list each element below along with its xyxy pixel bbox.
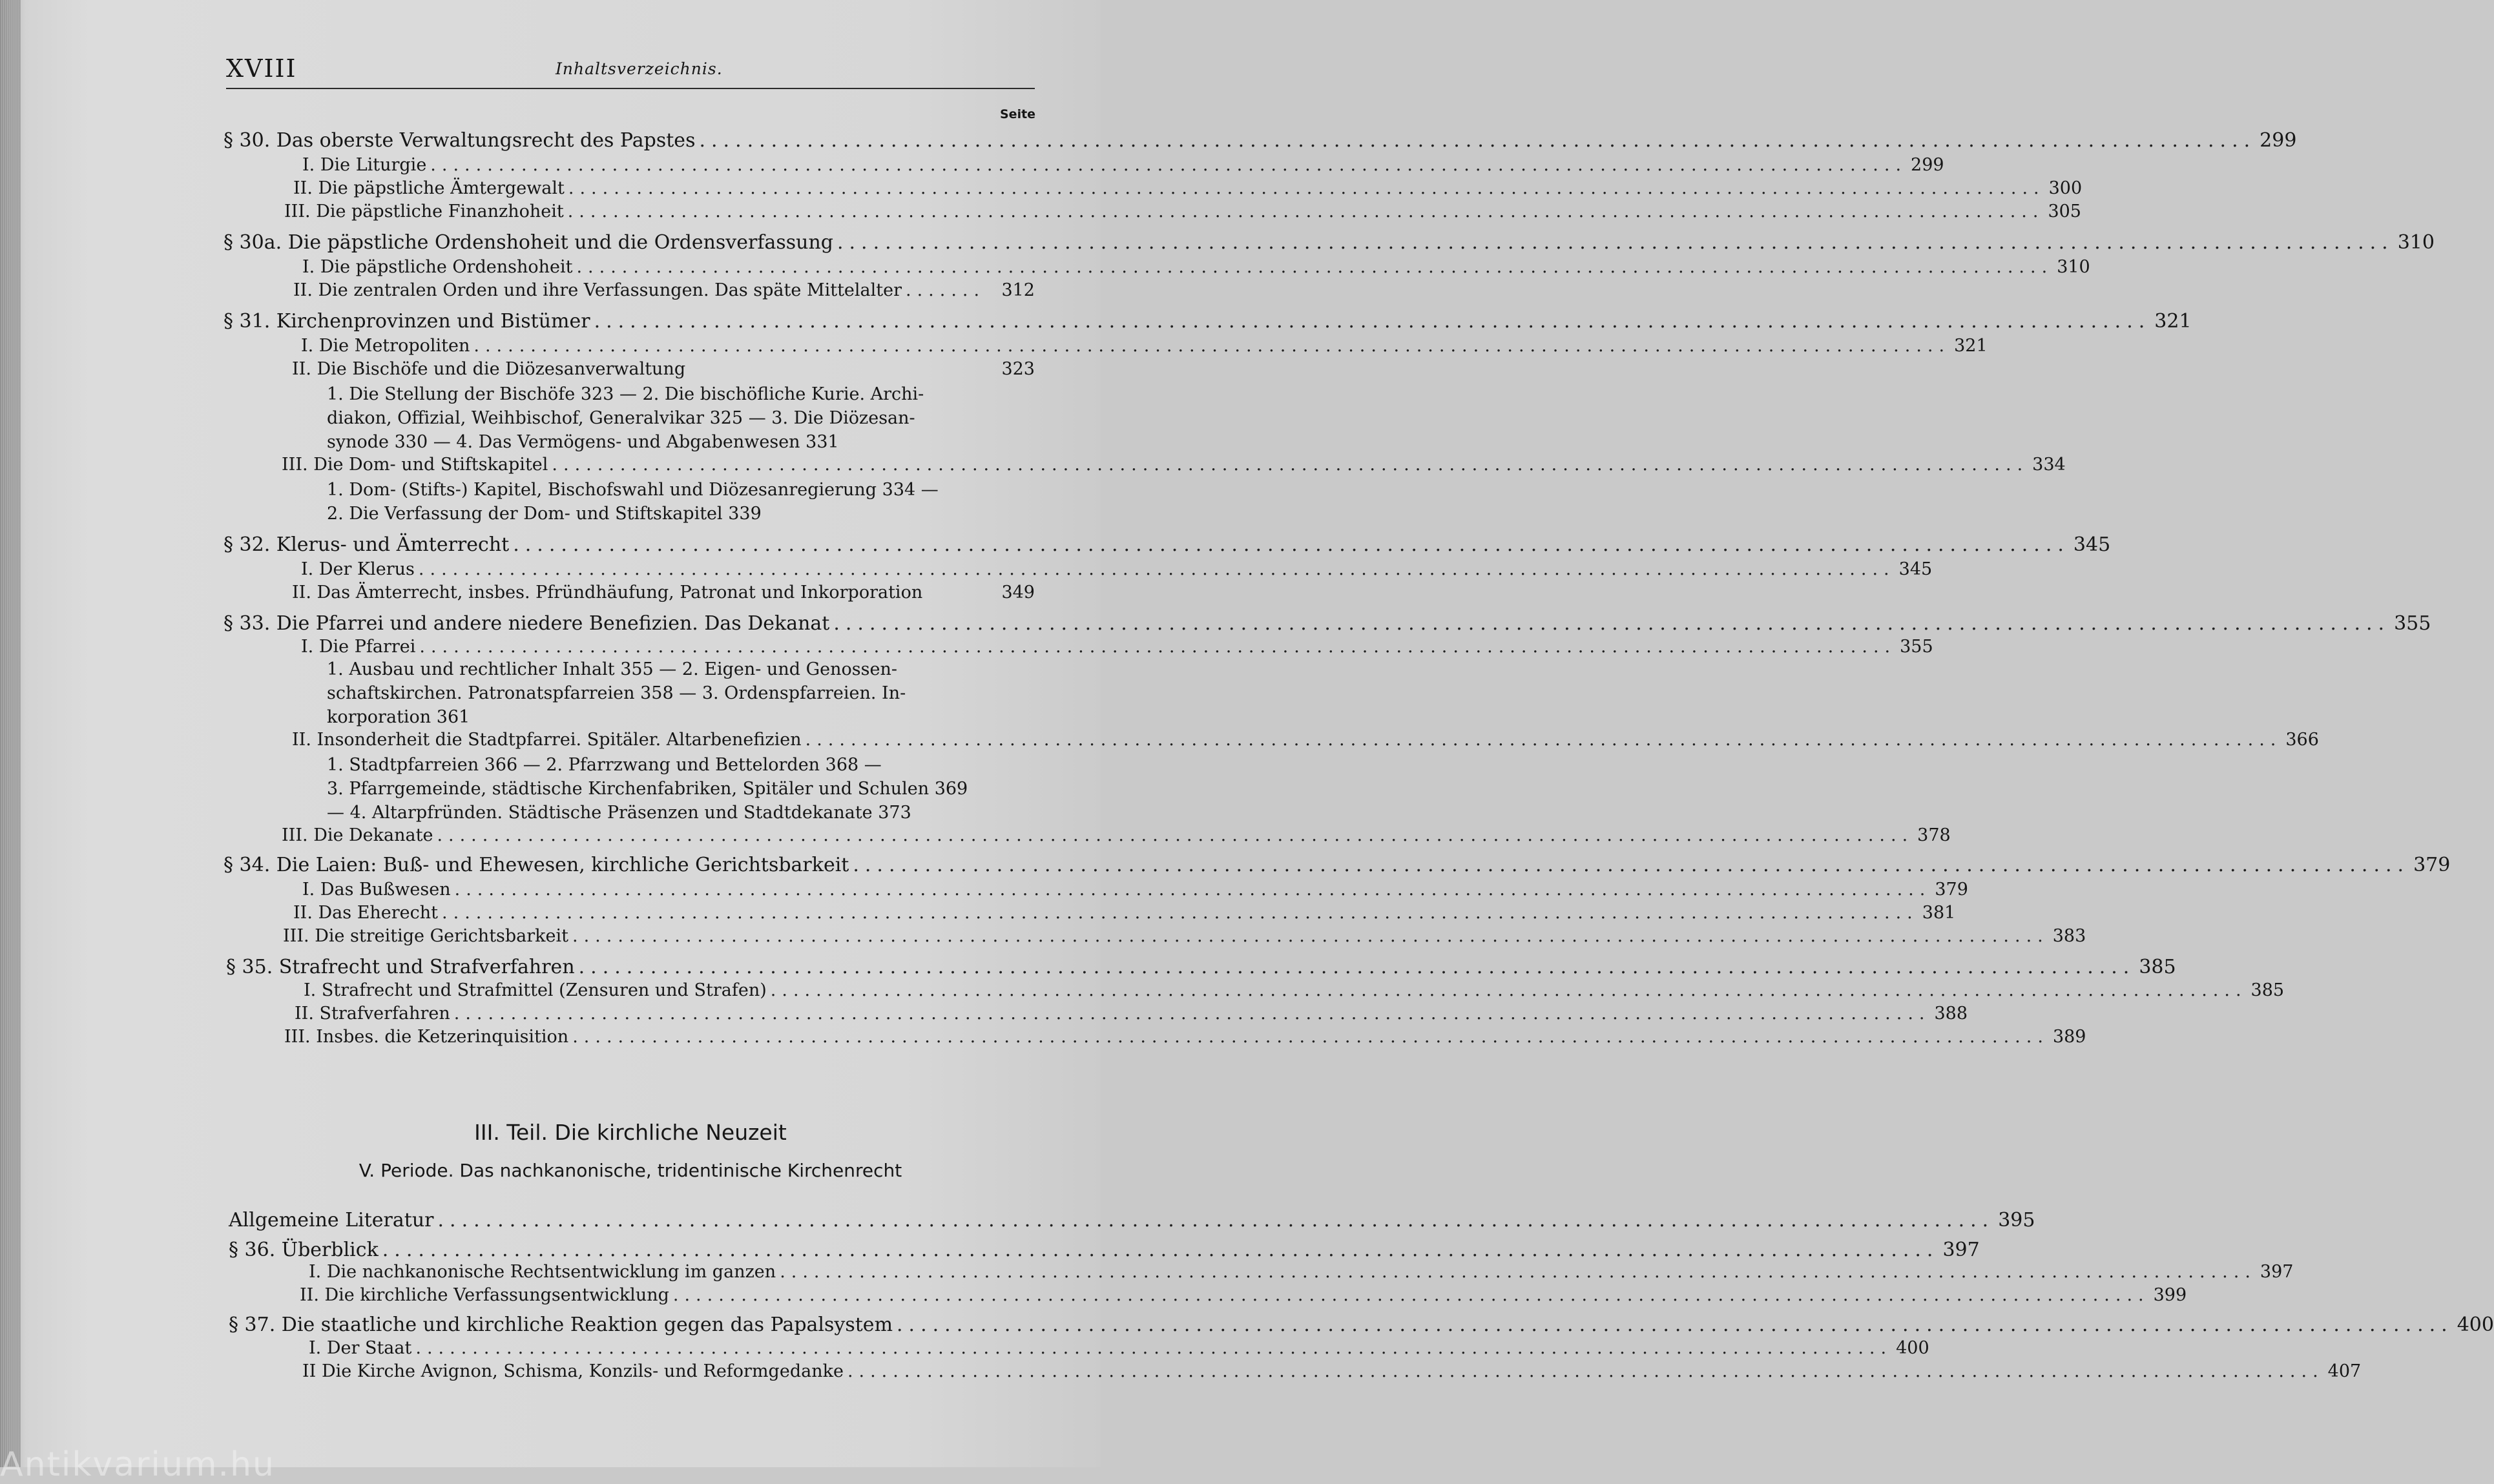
- item-title: Die Bischöfe und die Diözesanverwaltung: [317, 359, 686, 379]
- item-number: I.: [301, 559, 314, 579]
- leader-dots: ..................................................................................................................................: [572, 1027, 2049, 1047]
- item-number: II.: [293, 178, 313, 198]
- section-number: § 31.: [223, 310, 271, 333]
- page-ref: 321: [1954, 336, 1988, 356]
- page-ref: 349: [1001, 582, 1035, 603]
- leader-dots: ..................................................................................................................................: [853, 854, 2410, 876]
- section-title: Die staatliche und kirchliche Reaktion gegen das Papalsystem: [281, 1314, 893, 1336]
- page-ref: 399: [2153, 1285, 2187, 1305]
- page-ref: 310: [2397, 231, 2435, 254]
- toc-item[interactable]: [292, 730, 2319, 753]
- item-title: Der Staat: [326, 1338, 412, 1358]
- page-ref: 400: [1896, 1338, 1929, 1358]
- item-number: III.: [282, 455, 308, 475]
- section-title: Die Pfarrei und andere niedere Benefizien. Das Dekanat: [276, 612, 830, 635]
- toc-section-35[interactable]: [226, 956, 2176, 979]
- leader-dots: ..................................................................................................................................: [415, 1338, 1893, 1358]
- detail-line: synode 330 — 4. Das Vermögens- und Abgabenwesen 331: [327, 432, 839, 452]
- section-title: Allgemeine Literatur: [229, 1209, 434, 1232]
- section-title: Klerus- und Ämterrecht: [276, 533, 510, 556]
- toc-item[interactable]: [283, 926, 2086, 949]
- detail-line: 3. Pfarrgemeinde, städtische Kirchenfabriken, Spitäler und Schulen 369: [327, 779, 968, 799]
- toc-item[interactable]: [301, 336, 1988, 359]
- toc-item[interactable]: [292, 359, 1035, 382]
- toc-section-34[interactable]: [223, 854, 2451, 877]
- item-title: Insonderheit die Stadtpfarrei. Spitäler. Altarbenefizien: [317, 730, 802, 750]
- toc-detail: [327, 382, 996, 454]
- leader-dots: ..................................................................................................................................: [847, 1361, 2324, 1381]
- toc-section-30[interactable]: [223, 129, 2297, 152]
- section-title: Kirchenprovinzen und Bistümer: [276, 310, 590, 333]
- detail-line: 1. Stadtpfarreien 366 — 2. Pfarrzwang und Bettelorden 368 —: [327, 755, 882, 775]
- page-ref: 299: [1911, 155, 1944, 175]
- page-ref: 397: [1942, 1239, 1980, 1261]
- item-number: I.: [309, 1262, 322, 1282]
- section-number: § 36.: [229, 1239, 276, 1261]
- section-number: § 35.: [226, 956, 273, 978]
- page-edges: [0, 0, 21, 1467]
- seite-column-label: Seite: [1000, 107, 1036, 121]
- page-ref: 299: [2260, 129, 2297, 152]
- section-title: Das oberste Verwaltungsrecht des Papstes: [276, 129, 696, 152]
- detail-line: 1. Ausbau und rechtlicher Inhalt 355 — 2. Eigen- und Genossen-: [327, 659, 897, 679]
- page-ref: 366: [2285, 730, 2319, 750]
- leader-dots: ..................................................................................................................................: [568, 178, 2045, 198]
- part-heading: III. Teil. Die kirchliche Neuzeit: [474, 1120, 787, 1145]
- item-title: Die Dom- und Stiftskapitel: [313, 455, 548, 475]
- section-number: § 33.: [223, 612, 271, 635]
- detail-line: korporation 361: [327, 707, 470, 727]
- leader-dots: ..................................................................................................................................: [837, 231, 2394, 254]
- toc-detail: [327, 657, 1001, 729]
- page-ref: 397: [2260, 1262, 2294, 1282]
- leader-dots: ..................................................................................................................................: [576, 257, 2053, 277]
- page-ref: 310: [2057, 257, 2090, 277]
- item-number: I.: [301, 336, 314, 356]
- detail-line: diakon, Offizial, Weihbischof, Generalvikar 325 — 3. Die Diözesan-: [327, 408, 915, 428]
- toc-item[interactable]: [309, 1262, 2294, 1285]
- leader-dots: ..................................................................................................................................: [419, 637, 1896, 657]
- item-number: I.: [302, 155, 315, 175]
- toc-item[interactable]: [293, 178, 2083, 201]
- page-ref: 381: [1922, 903, 1956, 923]
- toc-detail: [327, 753, 1008, 825]
- section-number: § 30.: [223, 129, 271, 152]
- leader-dots: ..................................................................................................................................: [552, 455, 2029, 475]
- item-number: II: [302, 1361, 317, 1381]
- leader-dots: ..................................................................................................................................: [454, 880, 1931, 900]
- page-ref: 355: [2394, 612, 2431, 635]
- section-title: Strafrecht und Strafverfahren: [278, 956, 575, 978]
- leader-dots: ..................................................................................................................................: [442, 903, 1918, 923]
- leader-dots: ..................................................................................................................................: [513, 533, 2070, 556]
- toc-detail: [327, 478, 1005, 526]
- toc-item[interactable]: [293, 280, 1035, 304]
- toc-section-37[interactable]: [229, 1314, 2494, 1337]
- leader-dots: ..................................................................................................................................: [437, 825, 1914, 845]
- leader-dots: ..................................................................................................................................: [578, 956, 2135, 978]
- page-ref: 300: [2048, 178, 2083, 198]
- toc-item[interactable]: [292, 582, 1035, 606]
- leader-dots: ..................................................................................................................................: [770, 980, 2247, 1000]
- item-title: Die kirchliche Verfassungsentwicklung: [324, 1285, 669, 1305]
- leader-dots: ..................................................................................................................................: [594, 310, 2151, 333]
- item-number: II.: [292, 359, 311, 379]
- item-number: II.: [293, 280, 313, 300]
- toc-item[interactable]: [301, 559, 1933, 582]
- page-ref: 379: [1935, 880, 1968, 900]
- page-ref: 334: [2032, 455, 2066, 475]
- item-number: III.: [284, 1027, 311, 1047]
- item-number: II.: [293, 903, 313, 923]
- page-ref: 323: [1001, 359, 1035, 379]
- toc-item[interactable]: [282, 825, 1951, 849]
- item-number: III.: [283, 926, 309, 946]
- item-title: Die Metropoliten: [318, 336, 470, 356]
- toc-item[interactable]: [302, 257, 2090, 280]
- leader-dots: .......: [906, 280, 986, 300]
- toc-section-31[interactable]: [223, 310, 2192, 333]
- toc-item[interactable]: [304, 980, 2285, 1004]
- page-ref: 312: [1001, 280, 1035, 300]
- leader-dots: ..................................................................................................................................: [437, 1209, 1995, 1232]
- item-title: Die zentralen Orden und ihre Verfassungen. Das späte Mittelalter: [318, 280, 902, 300]
- page-ref: 385: [2250, 980, 2285, 1000]
- leader-dots: ..................................................................................................................................: [699, 129, 2256, 152]
- section-title: Die päpstliche Ordenshoheit und die Ordensverfassung: [287, 231, 833, 254]
- toc-item[interactable]: [284, 201, 2081, 225]
- leader-dots: ..................................................................................................................................: [897, 1314, 2453, 1336]
- leader-dots: ..................................................................................................................................: [572, 926, 2049, 946]
- leader-dots: ..................................................................................................................................: [430, 155, 1907, 175]
- toc-section-32[interactable]: [223, 533, 2111, 557]
- toc-item[interactable]: [302, 1361, 2362, 1385]
- item-title: Die nachkanonische Rechtsentwicklung im ganzen: [326, 1262, 776, 1282]
- page-header: [226, 54, 1035, 89]
- item-number: II.: [292, 730, 311, 750]
- item-title: Die Dekanate: [313, 825, 433, 845]
- item-title: Die Liturgie: [320, 155, 427, 175]
- section-number: § 30a.: [223, 231, 282, 254]
- page-ref: 389: [2052, 1027, 2086, 1047]
- item-title: Die päpstliche Finanzhoheit: [316, 201, 564, 222]
- section-title: Die Laien: Buß- und Ehewesen, kirchliche Gerichtsbarkeit: [276, 854, 849, 876]
- page-ref: 305: [2048, 201, 2081, 222]
- toc-general-literature[interactable]: [229, 1209, 2035, 1232]
- page-ref: 345: [2073, 533, 2111, 556]
- item-number: III.: [282, 825, 308, 845]
- toc-item[interactable]: [300, 1285, 2187, 1308]
- item-number: I.: [302, 257, 315, 277]
- leader-dots: ..................................................................................................................................: [805, 730, 2282, 750]
- item-title: Strafverfahren: [319, 1004, 450, 1024]
- toc-item[interactable]: [309, 1338, 1929, 1361]
- detail-line: schaftskirchen. Patronatspfarreien 358 — 3. Ordenspfarreien. In-: [327, 683, 906, 703]
- item-title: Die Kirche Avignon, Schisma, Konzils- und Reformgedanke: [321, 1361, 844, 1381]
- toc-item[interactable]: [293, 903, 1956, 926]
- page-ref: 400: [2457, 1314, 2494, 1336]
- toc-item[interactable]: [284, 1027, 2086, 1050]
- period-heading: V. Periode. Das nachkanonische, tridentinische Kirchenrecht: [359, 1160, 902, 1181]
- page-ref: 395: [1998, 1209, 2035, 1232]
- page-ref: 355: [1900, 637, 1933, 657]
- leader-dots: ..................................................................................................................................: [833, 612, 2391, 635]
- toc-section-30a[interactable]: [223, 231, 2435, 254]
- item-number: II.: [292, 582, 311, 603]
- toc-item[interactable]: [295, 1004, 1968, 1027]
- item-title: Das Ämterrecht, insbes. Pfründhäufung, Patronat und Inkorporation: [317, 582, 923, 603]
- page-ref: 388: [1934, 1004, 1968, 1024]
- watermark: Antikvarium.hu: [0, 1445, 275, 1484]
- detail-line: 1. Dom- (Stifts-) Kapitel, Bischofswahl und Diözesanregierung 334 —: [327, 480, 939, 500]
- page-ref: 383: [2052, 926, 2086, 946]
- section-number: § 37.: [229, 1314, 276, 1336]
- section-number: § 32.: [223, 533, 271, 556]
- item-number: I.: [309, 1338, 322, 1358]
- item-title: Der Klerus: [318, 559, 415, 579]
- detail-line: 2. Die Verfassung der Dom- und Stiftskapitel 339: [327, 504, 762, 524]
- item-title: Insbes. die Ketzerinquisition: [316, 1027, 569, 1047]
- page-ref: 385: [2139, 956, 2176, 978]
- item-title: Die Pfarrei: [318, 637, 416, 657]
- toc-section-36[interactable]: [229, 1239, 1980, 1262]
- leader-dots: ..................................................................................................................................: [567, 201, 2044, 222]
- item-title: Die streitige Gerichtsbarkeit: [315, 926, 569, 946]
- running-title: Inhaltsverzeichnis.: [556, 59, 723, 78]
- page-ref: 379: [2413, 854, 2451, 876]
- item-number: I.: [304, 980, 317, 1000]
- item-title: Das Bußwesen: [320, 880, 451, 900]
- toc-item[interactable]: [282, 455, 2066, 478]
- leader-dots: ..................................................................................................................................: [672, 1285, 2150, 1305]
- leader-dots: ..................................................................................................................................: [418, 559, 1895, 579]
- item-number: II.: [295, 1004, 314, 1024]
- toc-item[interactable]: [302, 880, 1968, 903]
- page-number: XVIII: [226, 54, 297, 83]
- item-number: III.: [284, 201, 311, 222]
- toc-item[interactable]: [302, 155, 1944, 178]
- section-title: Überblick: [281, 1239, 379, 1261]
- page-ref: 321: [2154, 310, 2192, 333]
- page-ref: 378: [1917, 825, 1951, 845]
- leader-dots: ..................................................................................................................................: [473, 336, 1951, 356]
- section-number: § 34.: [223, 854, 271, 876]
- item-title: Strafrecht und Strafmittel (Zensuren und Strafen): [321, 980, 767, 1000]
- detail-line: 1. Die Stellung der Bischöfe 323 — 2. Die bischöfliche Kurie. Archi-: [327, 384, 924, 404]
- item-title: Die päpstliche Ordenshoheit: [320, 257, 573, 277]
- page-ref: 407: [2327, 1361, 2362, 1381]
- item-title: Die päpstliche Ämtergewalt: [318, 178, 565, 198]
- leader-dots: ..................................................................................................................................: [780, 1262, 2256, 1282]
- detail-line: — 4. Altarpfründen. Städtische Präsenzen und Stadtdekanate 373: [327, 803, 911, 823]
- toc-section-33[interactable]: [223, 612, 2431, 635]
- leader-dots: ..................................................................................................................................: [453, 1004, 1931, 1024]
- item-number: I.: [302, 880, 315, 900]
- page-ref: 345: [1898, 559, 1933, 579]
- leader-dots: ..................................................................................................................................: [382, 1239, 1939, 1261]
- item-title: Das Eherecht: [318, 903, 439, 923]
- item-number: II.: [300, 1285, 319, 1305]
- toc-item[interactable]: [301, 637, 1933, 660]
- item-number: I.: [301, 637, 314, 657]
